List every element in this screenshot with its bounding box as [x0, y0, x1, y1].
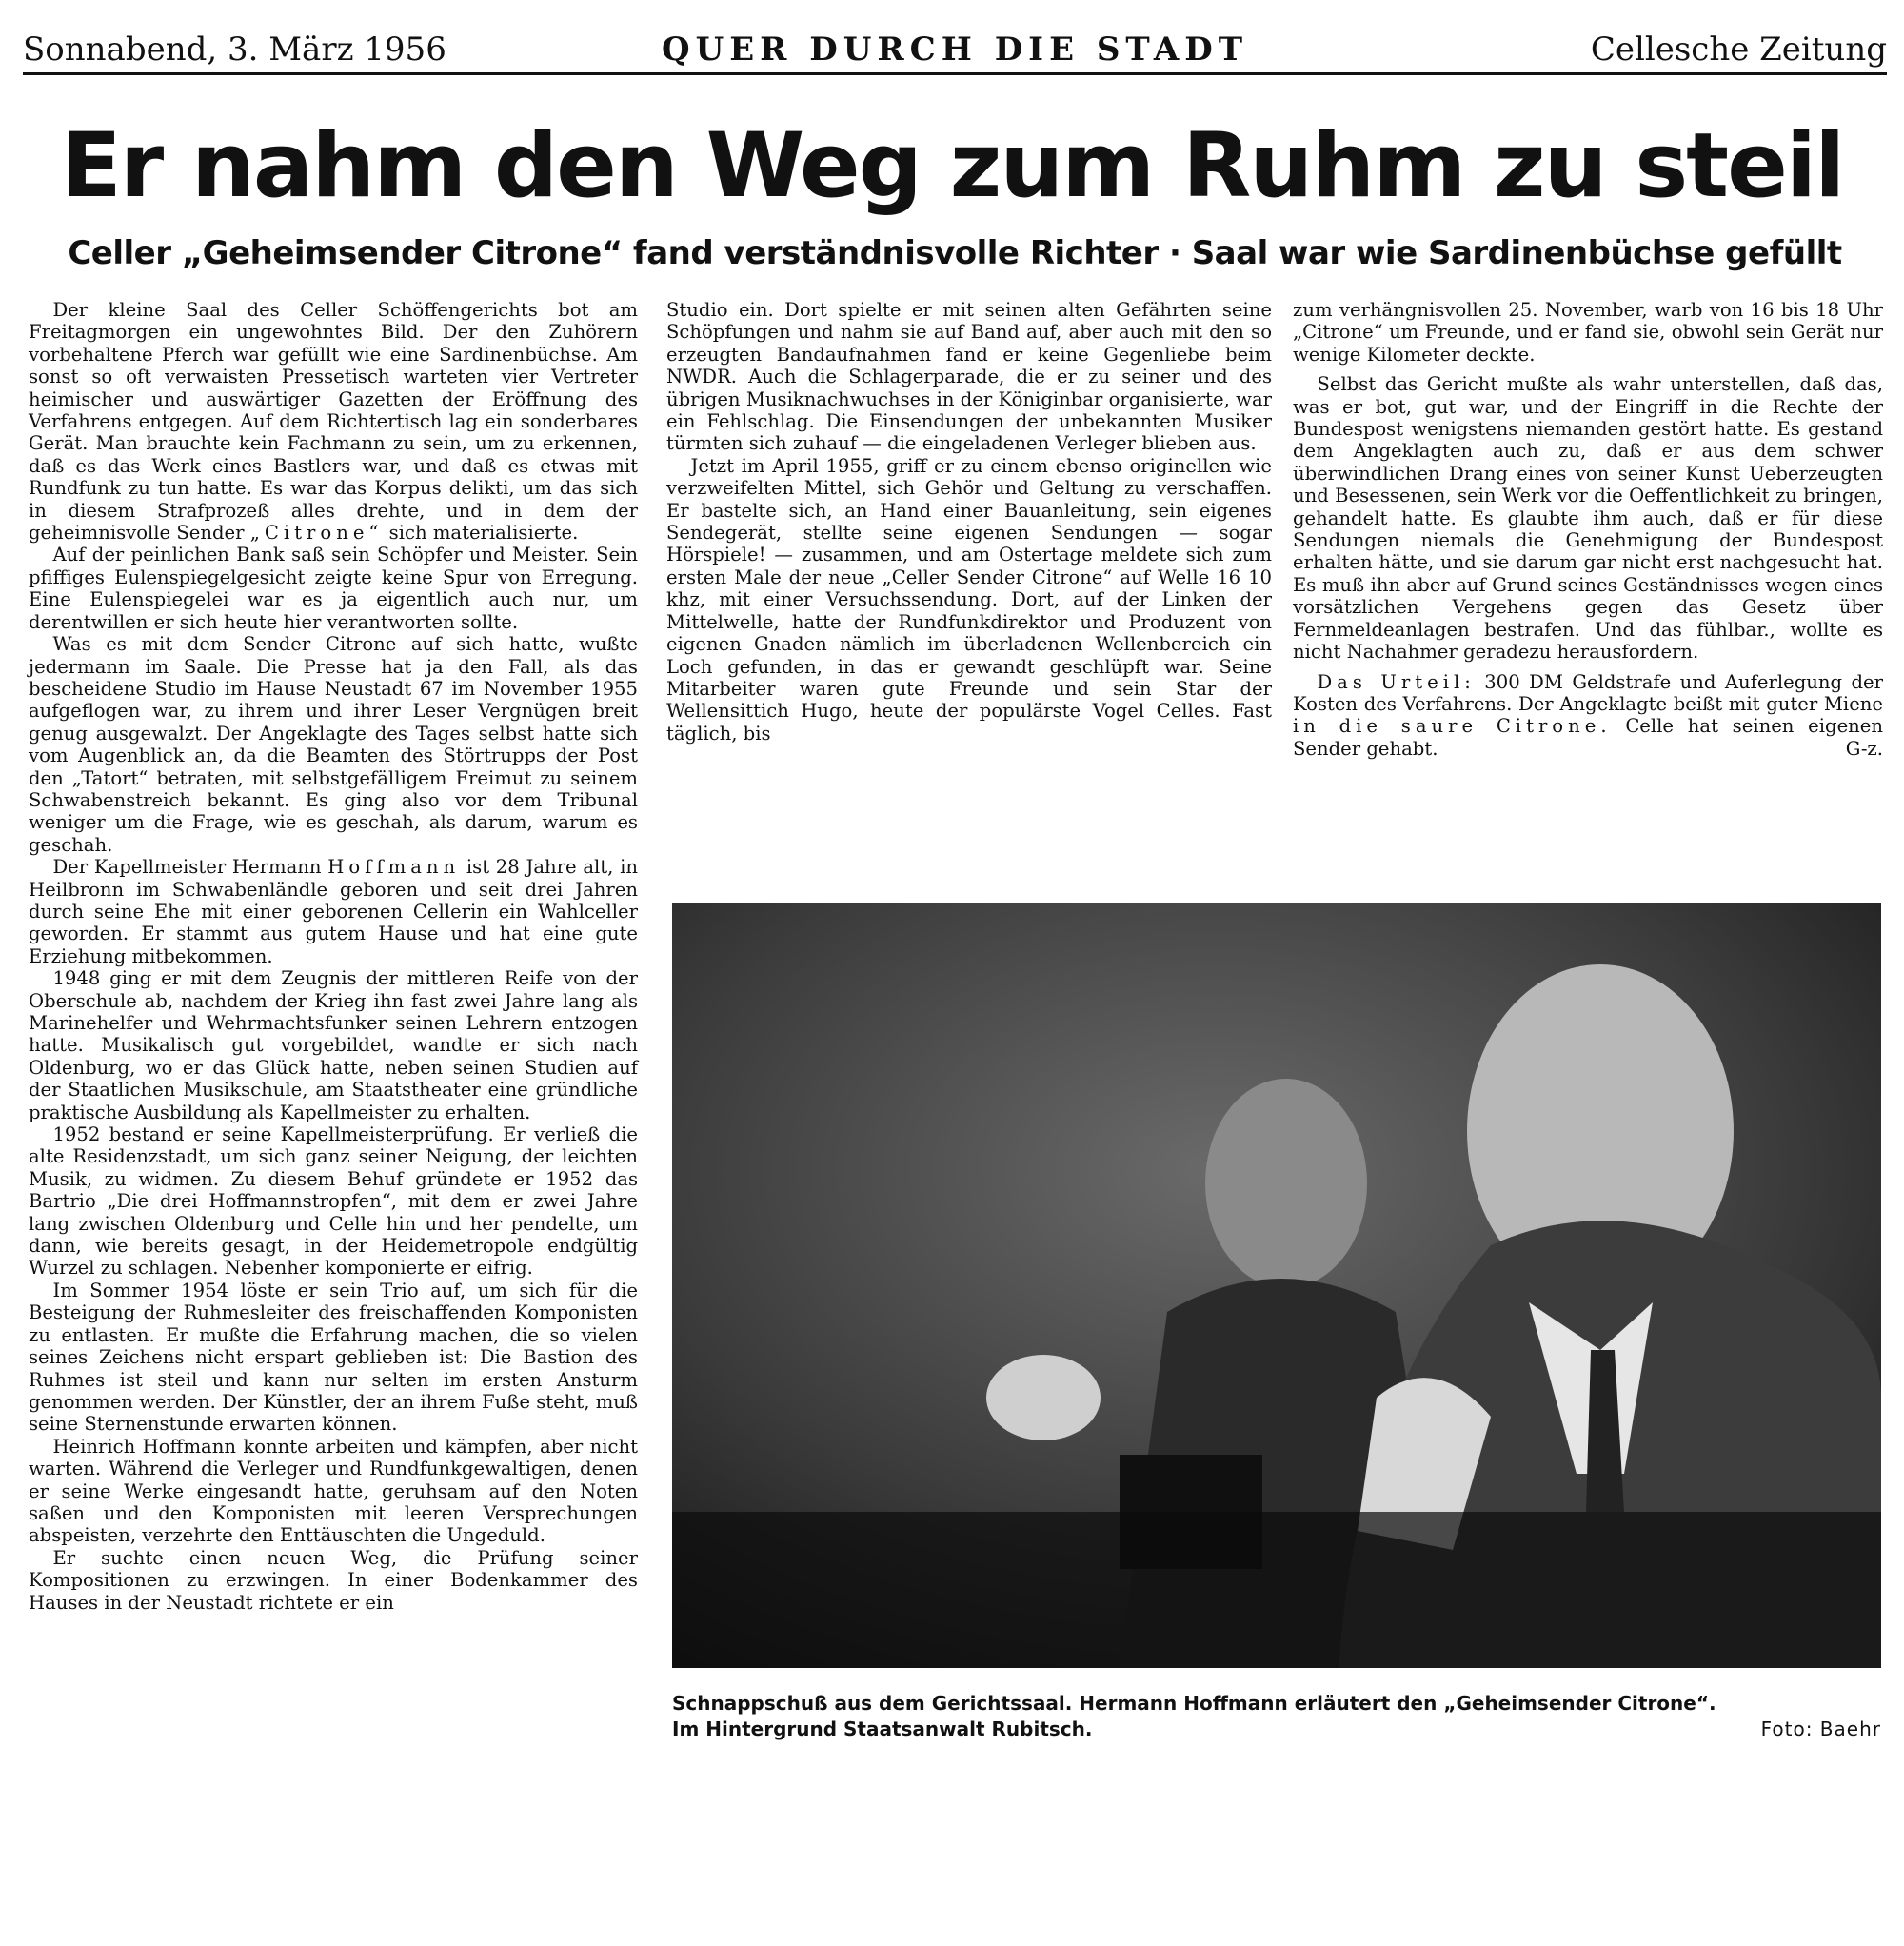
photo-caption — [672, 1691, 1881, 1742]
subheadline: Celler „Geheimsender Citrone“ fand verständnisvolle Richter · Saal war wie Sardinenbüchse gefüllt — [68, 234, 1842, 272]
article-column-2 — [666, 299, 1272, 745]
verdict-paragraph: Das Urteil: 300 DM Geldstrafe und Auferlegung der Kosten des Verfahrens. Der Angeklagte beißt mit guter Miene in die saure Citrone. Celle hat seinen eigenen Sender gehabt. G-z. — [1293, 670, 1883, 760]
article-paragraph: Heinrich Hoffmann konnte arbeiten und kämpfen, aber nicht warten. Während die Verleger und Rundfunkgewaltigen, denen er seine Werke eingesandt hatte, geruhsam auf den Noten saßen und den Komponisten mit leeren Versprechungen abspeisten, verzehrte den Enttäuschten die Ungeduld. — [29, 1435, 638, 1547]
article-paragraph: zum verhängnisvollen 25. November, warb von 16 bis 18 Uhr „Citrone“ um Freunde, und er fand sie, obwohl sein Gerät nur wenige Kilometer deckte. — [1293, 299, 1883, 366]
headline: Er nahm den Weg zum Ruhm zu steil — [60, 114, 1844, 218]
newspaper-name: Cellesche Zeitung — [1590, 30, 1887, 69]
article-paragraph: Was es mit dem Sender Citrone auf sich hatte, wußte jedermann im Saale. Die Presse hat ja den Fall, als das bescheidene Studio im Hause Neustadt 67 im November 1955 aufgeflogen war, zu ihrem und ihrer Leser Vergnügen breit genug ausgewalzt. Der Angeklagte des Tages selbst hatte sich vom Augenblick an, da die Beamten des Störtrupps der Post den „Tatort“ betraten, mit selbstgefälligem Freimut zu seinem Schwabenstreich bekannt. Es ging also vor dem Tribunal weniger um die Frage, wie es geschah, als darum, warum es geschah. — [29, 633, 638, 856]
article-paragraph: Jetzt im April 1955, griff er zu einem ebenso originellen wie verzweifelten Mittel, sich Gehör und Geltung zu verschaffen. Er bastelte sich, an Hand einer Bauanleitung, sein eigenes Sendegerät, stellte seine eigenen Sendungen — sogar Hörspiele! — zusammen, und am Ostertage meldete sich zum ersten Male der neue „Celler Sender Citrone“ auf Welle 16 10 khz, mit einer Versuchssendung. Dort, auf der Linken der Mittelwelle, hatte der Rundfunkdirektor und Produzent von eigenen Gnaden nämlich im überladenen Wellenbereich ein Loch gefunden, in das er gewandt geschlüpft war. Seine Mitarbeiter waren gute Freunde und sein Star der Wellensittich Hugo, heute der populärste Vogel Celles. Fast täglich, bis — [666, 454, 1272, 745]
article-paragraph: Der kleine Saal des Celler Schöffengerichts bot am Freitagmorgen ein ungewohntes Bild. Der den Zuhörern vorbehaltene Pferch war gefüllt wie eine Sardinenbüchse. Am sonst so oft verwaisten Pressetisch warteten vier Vertreter heimischer und auswärtiger Gazetten der Eröffnung des Verfahrens entgegen. Auf dem Richtertisch lag ein sonderbares Gerät. Man brauchte kein Fachmann zu sein, um zu erkennen, daß es das Werk eines Bastlers war, und daß es etwas mit Rundfunk zu tun hatte. Es war das Korpus delikti, um das sich in diesem Strafprozeß alles drehte, und in dem der geheimnisvolle Sender „Citrone“ sich materialisierte. — [29, 299, 638, 545]
author-signature: G-z. — [1845, 737, 1883, 760]
masthead — [23, 27, 1887, 75]
news-photo — [672, 903, 1881, 1668]
caption-line: Schnappschuß aus dem Gerichtssaal. Hermann Hoffmann erläutert den „Geheimsender Citrone“. — [672, 1692, 1716, 1715]
article-paragraph: Studio ein. Dort spielte er mit seinen alten Gefährten seine Schöpfungen und nahm sie auf Band auf, aber auch mit den so erzeugten Bandaufnahmen fand er keine Gegenliebe beim NWDR. Auch die Schlagerparade, die er zu seiner und des übrigen Musiknachwuchses in der Königinbar organisierte, war ein Fehlschlag. Die Einsendungen der unbekannten Musiker türmten sich zuhauf — die eingeladenen Verleger blieben aus. — [666, 299, 1272, 455]
photo-illustration — [672, 903, 1881, 1668]
article-paragraph: Er suchte einen neuen Weg, die Prüfung seiner Kompositionen zu erzwingen. In einer Bodenkammer des Hauses in der Neustadt richtete er ein — [29, 1546, 638, 1614]
article-paragraph: Der Kapellmeister Hermann Hoffmann ist 28 Jahre alt, in Heilbronn im Schwabenländle geboren und seit drei Jahren durch seine Ehe mit einer geborenen Cellerin ein Wahlceller geworden. Er stammt aus gutem Hause und hat eine gute Erziehung mitbekommen. — [29, 856, 639, 967]
issue-date: Sonnabend, 3. März 1956 — [23, 30, 446, 69]
article-paragraph: 1952 bestand er seine Kapellmeisterprüfung. Er verließ die alte Residenzstadt, um sich ganz seiner Neigung, der leichten Musik, zu widmen. Zu diesem Behuf gründete er 1952 das Bartrio „Die drei Hoffmannstropfen“, mit dem er zwei Jahre lang zwischen Oldenburg und Celle hin und her pendelte, um dann, wie bereits gesagt, in der Heidemetropole endgültig Wurzel zu schlagen. Nebenher komponierte er eifrig. — [29, 1123, 638, 1280]
article-column-1 — [29, 299, 638, 1614]
article-column-3 — [1293, 299, 1883, 760]
caption-line: Im Hintergrund Staatsanwalt Rubitsch. Foto: Baehr — [672, 1718, 1881, 1740]
article-paragraph: Selbst das Gericht mußte als wahr unterstellen, daß das, was er bot, gut war, und der Eingriff in die Rechte der Bundespost wenigstens niemanden gestört hatte. Es gestand dem Angeklagten auch zu, daß er aus dem schwer überwindlichen Drang eines von seiner Kunst Ueberzeugten und Besessenen, sein Werk vor die Oeffentlichkeit zu bringen, gehandelt hatte. Es glaubte ihm auch, daß er für diese Sendungen niemals die Genehmigung der Bundespost erhalten hätte, und sie darum gar nicht erst nachgesucht hat. Es muß ihn aber auf Grund seines Geständnisses wegen eines vorsätzlichen Vergehens gegen das Gesetz über Fernmeldeanlagen bestrafen. Und das fühlbar., wollte es nicht Nachahmer geradezu herausfordern. — [1293, 373, 1883, 664]
article-paragraph: Im Sommer 1954 löste er sein Trio auf, um sich für die Besteigung der Ruhmesleiter des freischaffenden Komponisten zu entlasten. Er mußte die Erfahrung machen, die so vielen seines Zeichens nicht erspart geblieben ist: Die Bastion des Ruhmes ist steil und kann nur selten im ersten Ansturm genommen werden. Der Künstler, der an ihrem Fuße steht, muß seine Sternenstunde erwarten können. — [29, 1279, 638, 1436]
article-paragraph: Auf der peinlichen Bank saß sein Schöpfer und Meister. Sein pfiffiges Eulenspiegelgesicht zeigte keine Spur von Erregung. Eine Eulenspiegelei war es ja eigentlich auch nur, um derentwillen er sich heute hier verantworten sollte. — [29, 544, 638, 633]
photo-credit: Foto: Baehr — [1760, 1718, 1881, 1740]
section-title: QUER DURCH DIE STADT — [662, 30, 1248, 69]
article-paragraph: 1948 ging er mit dem Zeugnis der mittleren Reife von der Oberschule ab, nachdem der Krieg ihn fast zwei Jahre lang als Marinehelfer und Wehrmachtsfunker seinen Lehrern entzogen hatte. Musikalisch gut vorgebildet, wandte er sich nach Oldenburg, wo er das Glück hatte, neben seinen Studien auf der Staatlichen Musikschule, am Staatstheater eine gründliche praktische Ausbildung als Kapellmeister zu erhalten. — [29, 967, 638, 1123]
